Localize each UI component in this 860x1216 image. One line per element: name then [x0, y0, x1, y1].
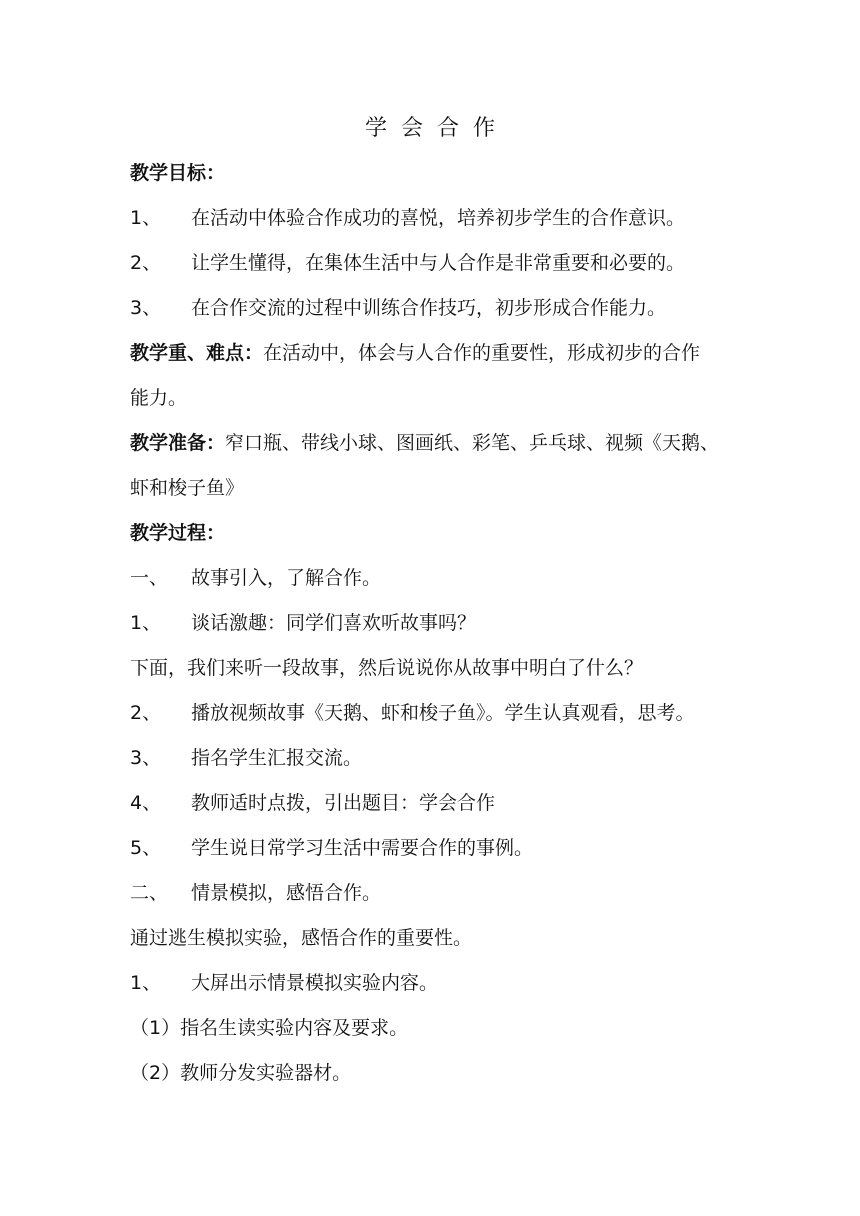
- preparation-line-1: [130, 431, 719, 455]
- objective-text: 在合作交流的过程中训练合作技巧，初步形成合作能力。: [191, 297, 667, 319]
- page-title: 学会合作: [364, 116, 509, 141]
- objective-text: 让学生懂得，在集体生活中与人合作是非常重要和必要的。: [191, 252, 686, 274]
- section-1-item-1: [130, 611, 476, 635]
- section-title: 情景模拟，感悟合作。: [191, 882, 382, 904]
- section-1-item-3: [130, 746, 362, 770]
- section-1-item-5: [130, 836, 533, 860]
- objective-item-2: [130, 251, 685, 275]
- item-number: 2、: [130, 702, 162, 724]
- section-number: 一、: [130, 567, 169, 589]
- objective-number: 3、: [130, 297, 162, 319]
- section-number: 二、: [130, 882, 169, 904]
- item-number: 1、: [130, 612, 162, 634]
- objective-text: 在活动中体验合作成功的喜悦，培养初步学生的合作意识。: [191, 207, 686, 229]
- section-2-item-1: [130, 971, 438, 995]
- section-2-heading: [130, 881, 381, 905]
- section-2-sub-item-1: （1）指名生读实验内容及要求。: [130, 1017, 409, 1039]
- section-2-sub-item-2: （2）教师分发实验器材。: [130, 1062, 352, 1084]
- section-2-paragraph: 通过逃生模拟实验，感悟合作的重要性。: [130, 927, 473, 949]
- item-number: 5、: [130, 837, 162, 859]
- section-title: 故事引入，了解合作。: [191, 567, 382, 589]
- key-points-text: 在活动中，体会与人合作的重要性，形成初步的合作: [263, 342, 701, 364]
- item-number: 3、: [130, 747, 162, 769]
- section-1-item-4: [130, 791, 495, 815]
- preparation-text: 窄口瓶、带线小球、图画纸、彩笔、乒乓球、视频《天鹅、: [225, 432, 720, 454]
- section-1-paragraph: 下面，我们来听一段故事，然后说说你从故事中明白了什么？: [130, 657, 644, 679]
- item-text: 谈话激趣：同学们喜欢听故事吗？: [191, 612, 477, 634]
- key-points-line-2: 能力。: [130, 387, 188, 409]
- item-text: 学生说日常学习生活中需要合作的事例。: [191, 837, 534, 859]
- item-number: 1、: [130, 972, 162, 994]
- item-number: 4、: [130, 792, 162, 814]
- section-1-item-2: [130, 701, 695, 725]
- key-points-line-1: [130, 341, 700, 365]
- item-text: 播放视频故事《天鹅、虾和梭子鱼》。学生认真观看，思考。: [191, 702, 695, 724]
- item-text: 大屏出示情景模拟实验内容。: [191, 972, 439, 994]
- objectives-heading: 教学目标：: [130, 162, 226, 184]
- preparation-label: 教学准备：: [130, 432, 226, 454]
- objective-number: 1、: [130, 207, 162, 229]
- process-heading: 教学过程：: [130, 522, 226, 544]
- objective-number: 2、: [130, 252, 162, 274]
- preparation-line-2: 虾和梭子鱼》: [130, 477, 245, 499]
- objective-item-1: [130, 206, 685, 230]
- objective-item-3: [130, 296, 666, 320]
- section-1-heading: [130, 566, 381, 590]
- key-points-label: 教学重、难点：: [130, 342, 264, 364]
- item-text: 教师适时点拨，引出题目：学会合作: [191, 792, 496, 814]
- item-text: 指名学生汇报交流。: [191, 747, 363, 769]
